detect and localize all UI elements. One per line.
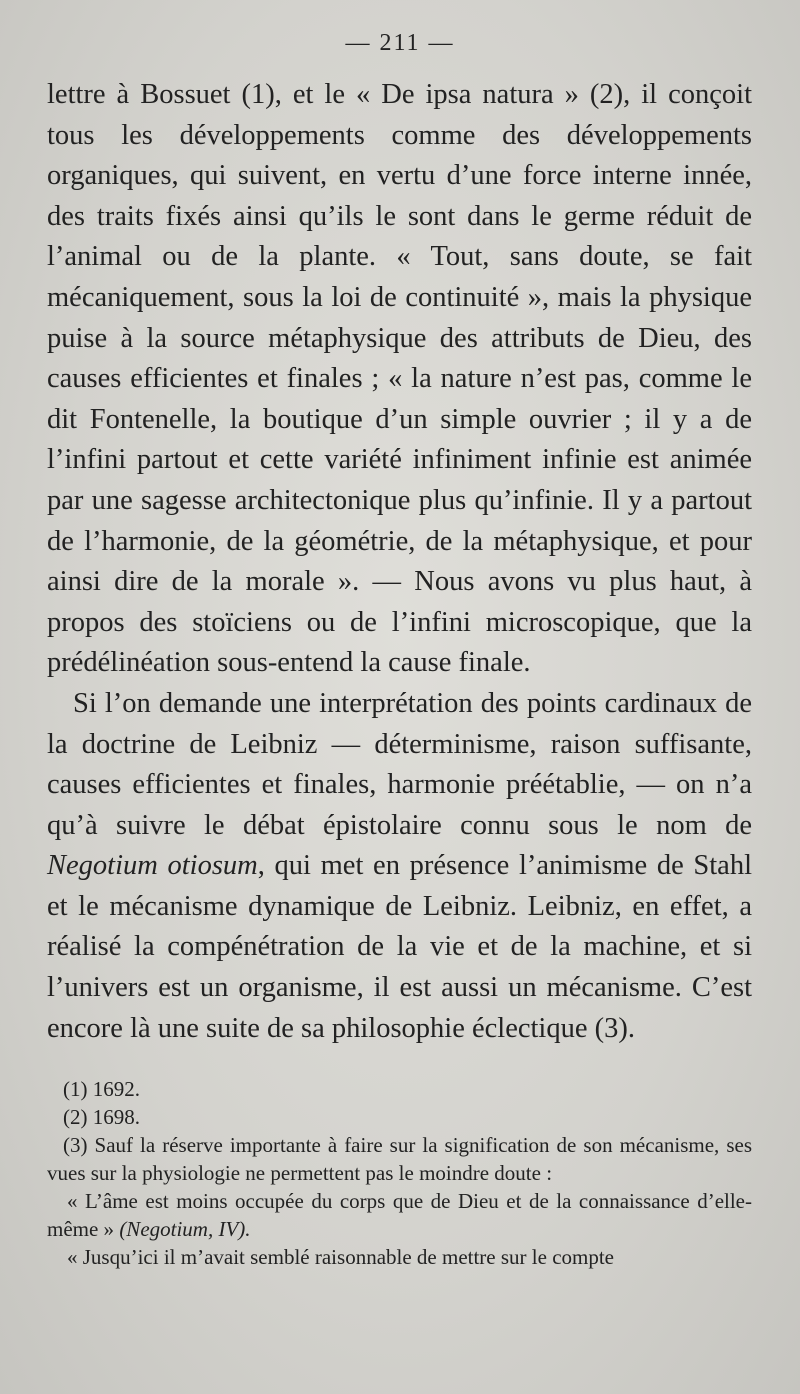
paragraph-1 bbox=[47, 75, 752, 684]
paragraph-2-text-a: Si l’on demande une interprétation des points cardinaux de la doctrine de Leibniz — déterminisme, raison suffisante, causes efficientes et finales, harmonie préétablie, — on n’a qu’à suivre le débat épistolaire connu sous le nom de bbox=[47, 687, 752, 841]
paragraph-2 bbox=[47, 684, 752, 1049]
footnote-quote-2: « Jusqu’ici il m’avait semblé raisonnable de mettre sur le compte bbox=[67, 1245, 615, 1269]
footnote-quote-1-source: (Negotium, IV). bbox=[119, 1217, 251, 1241]
footnote-quote-1 bbox=[47, 1187, 752, 1243]
paragraph-2-text-b: , qui met en présence l’animisme de Stahl et le mécanisme dynamique de Leibniz. Leibniz, en effet, a réalisé la compénétration de la vie et de la machine, et si l’univers est un organisme, il est aussi un mécanisme. C’est encore là une suite de sa philosophie éclectique (3). bbox=[47, 850, 752, 1044]
footnote-1: (1) 1692. bbox=[63, 1077, 140, 1101]
main-text bbox=[47, 75, 752, 1049]
footnote-quote-1-text: « L’âme est moins occupée du corps que de Dieu et de la connaissance d’elle-même » bbox=[47, 1189, 752, 1241]
footnotes bbox=[47, 1075, 752, 1271]
footnote-2: (2) 1698. bbox=[63, 1105, 140, 1129]
page-number: — 211 — bbox=[345, 30, 455, 56]
paragraph-1-text: lettre à Bossuet (1), et le « De ipsa natura » (2), il conçoit tous les développements comme des développements organiques, qui suivent, en vertu d’une force interne innée, des traits fixés ainsi qu’ils le sont dans le germe réduit de l’animal ou de la plante. « Tout, sans doute, se fait mécaniquement, sous la loi de continuité », mais la physique puise à la source métaphysique des attributs de Dieu, des causes efficientes et finales ; « la nature n’est pas, comme le dit Fontenelle, la boutique d’un simple ouvrier ; il y a de l’infini partout et cette variété infiniment infinie est animée par une sagesse architectonique plus qu’infinie. Il y a partout de l’harmonie, de la géométrie, de la métaphysique, et pour ainsi dire de la morale ». — Nous avons vu plus haut, à propos des stoïciens ou de l’infini microscopique, que la prédélinéation sous-entend la cause finale. bbox=[47, 79, 752, 679]
footnote-3: (3) Sauf la réserve importante à faire sur la signification de son mécanisme, ses vues sur la physiologie ne permettent pas le moindre doute : bbox=[47, 1133, 752, 1185]
work-title-italic: Negotium otiosum bbox=[47, 850, 258, 882]
